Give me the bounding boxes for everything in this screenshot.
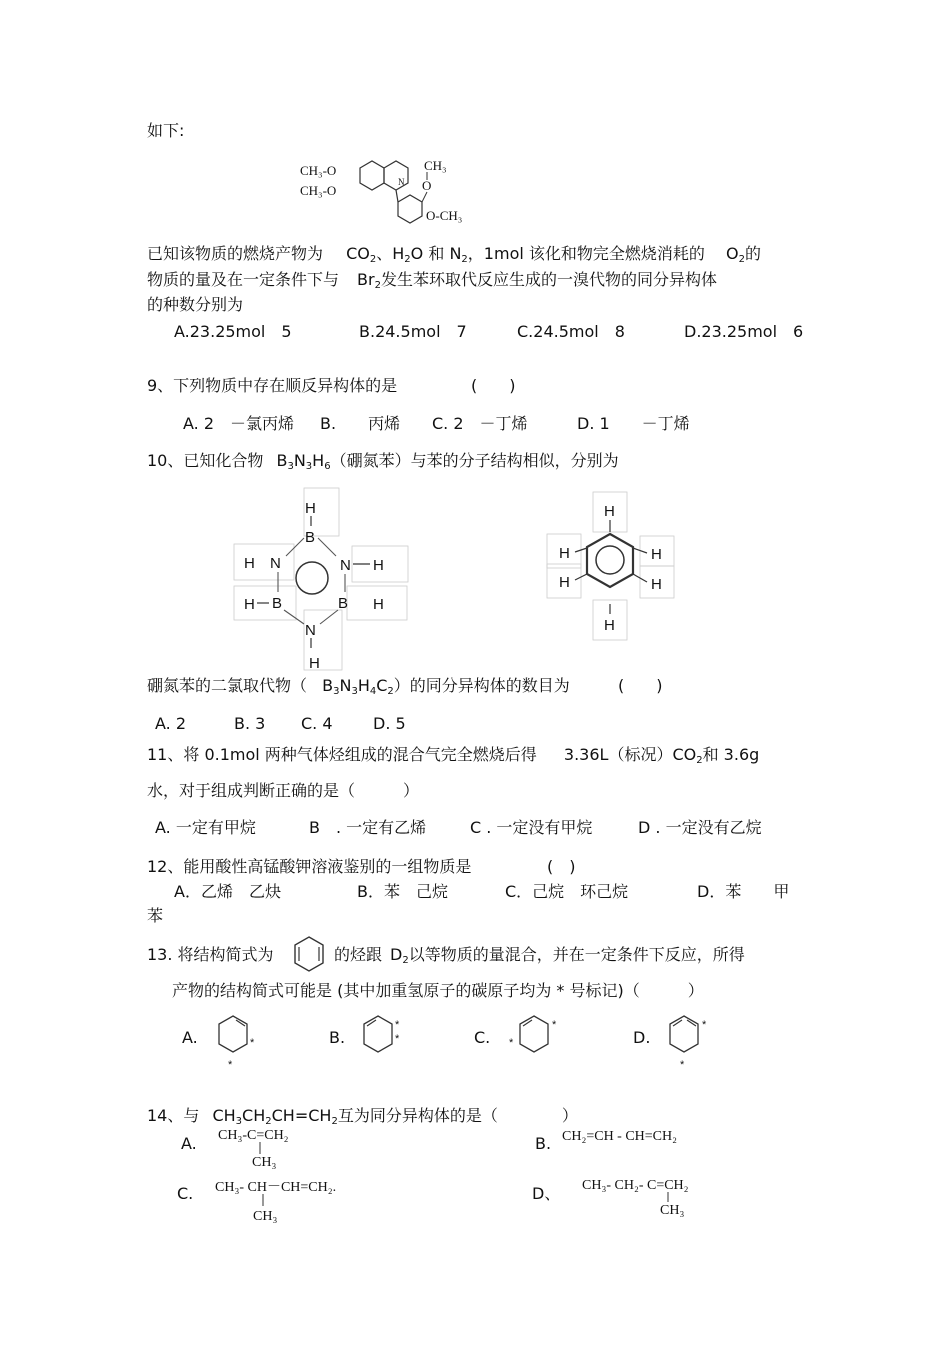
q10-question: 硼氮苯的二氯取代物（ $B_3N_3H_4C_2$）的同分异构体的数目为: [147, 676, 570, 697]
benzene-h-left-bottom: H: [559, 574, 570, 591]
mol-label-o: O: [422, 178, 432, 193]
q13-d-star2: *: [680, 1059, 685, 1071]
q10-option-c: C. 4: [301, 714, 333, 733]
q13-option-d-structure: [666, 1014, 716, 1070]
mol-label-och3: O-CH₃: [426, 208, 463, 223]
q13-c-star2: *: [509, 1037, 514, 1049]
borazine-b-left: B: [272, 595, 283, 612]
borazine-n-right: N: [340, 557, 351, 574]
q14-option-d-structure: [582, 1172, 712, 1222]
q12-option-d: D．苯 甲: [697, 882, 790, 901]
q13-option-a-structure: [215, 1014, 265, 1070]
q11-option-c: C . 一定没有甲烷: [470, 818, 593, 837]
q13-d-star1: *: [702, 1019, 707, 1031]
intro-text: 如下:: [147, 121, 185, 140]
q13-option-c-label: C.: [474, 1028, 491, 1047]
q10-stem: 10、已知化合物 $B_3N_3H_6$（硼氮苯）与苯的分子结构相似，分别为: [147, 451, 619, 472]
borazine-b-top: B: [305, 529, 316, 546]
q13-line2: 产物的结构简式可能是 (其中加重氢原子的碳原子均为 * 号标记)（ ）: [172, 981, 704, 1000]
borazine-n-left: N: [270, 555, 281, 572]
q8-option-d: D.23.25mol 6: [684, 322, 804, 341]
q8-option-b: B.24.5mol 7: [359, 322, 467, 341]
mol-label-n: N: [398, 177, 405, 187]
q13-option-b-label: B.: [329, 1028, 346, 1047]
q14-option-b-structure: [562, 1124, 702, 1148]
q10-paren: ( ): [618, 676, 663, 695]
q8-line3: 的种数分别为: [147, 295, 244, 314]
borazine-h-left-top: H: [244, 555, 255, 572]
q14-d-main: CH₃- CH₂- C=CH₂: [582, 1178, 689, 1193]
borazine-h-bottom: H: [309, 655, 320, 672]
q13-b-star1: *: [395, 1019, 400, 1031]
q9-option-d: D. 1 －丁烯: [577, 414, 690, 433]
borazine-h-right-bottom: H: [373, 596, 384, 613]
q13-c-star1: *: [552, 1019, 557, 1031]
q11-option-d: D . 一定没有乙烷: [638, 818, 762, 837]
q14-a-sub: CH₃: [252, 1155, 277, 1170]
molecule-structure: [298, 150, 498, 230]
borazine-structure: [232, 488, 412, 673]
benzene-structure: [545, 492, 685, 642]
q10-option-b: B. 3: [234, 714, 266, 733]
q12-option-a: A．乙烯 乙炔: [174, 882, 281, 901]
borazine-h-top: H: [305, 500, 316, 517]
q9-option-a: A. 2 －氯丙烯: [183, 414, 295, 433]
benzene-h-top: H: [604, 503, 615, 520]
q8-line1: 已知该物质的燃烧产物为 $CO_2$、$H_2O$ 和 $N_2$，1mol 该化和物完全燃烧消耗的 $O_2$的: [147, 244, 761, 265]
q14-stem: 14、与 $CH_3CH_2CH=CH_2$互为同分异构体的是（ ）: [147, 1106, 578, 1127]
mol-label-ome1: CH₃-O: [300, 163, 337, 178]
q14-c-main: CH₃- CH－CH=CH₂.: [215, 1180, 337, 1195]
q9-option-c: C. 2 －丁烯: [432, 414, 528, 433]
q14-option-a-label: A.: [181, 1134, 197, 1153]
q14-option-d-label: D、: [532, 1184, 561, 1203]
borazine-n-bottom: N: [305, 622, 316, 639]
q10-option-d: D. 5: [373, 714, 406, 733]
q11-option-a: A. 一定有甲烷: [155, 818, 256, 837]
q14-option-c-structure: [215, 1174, 360, 1226]
q9-option-b: B. 丙烯: [320, 414, 401, 433]
benzene-h-right-top: H: [651, 546, 662, 563]
q12-stem: 12、能用酸性高锰酸钾溶液鉴别的一组物质是: [147, 857, 472, 876]
q11-option-b: B . 一定有乙烯: [309, 818, 427, 837]
borazine-h-left-bottom: H: [244, 596, 255, 613]
q11-line2: 水，对于组成判断正确的是（ ）: [147, 781, 420, 800]
q12-paren: ( ): [547, 857, 576, 876]
q9-paren: ( ): [471, 376, 516, 395]
q13-a-star2: *: [228, 1059, 233, 1071]
q9-stem: 9、下列物质中存在顺反异构体的是: [147, 376, 398, 395]
q13-a-star1: *: [250, 1037, 255, 1049]
q13-option-b-structure: [360, 1014, 410, 1064]
q8-option-a: A.23.25mol 5: [174, 322, 292, 341]
q14-a-main: CH₃-C=CH₂: [218, 1128, 289, 1143]
q13-option-a-label: A.: [182, 1028, 198, 1047]
q13-cyclohexadiene: [292, 935, 326, 973]
q8-line2: 物质的量及在一定条件下与 $Br_2$发生苯环取代反应生成的一溴代物的同分异构体: [147, 270, 717, 291]
q14-b-main: CH₂=CH - CH=CH₂: [562, 1129, 678, 1144]
q12-option-c: C．己烷 环己烷: [505, 882, 629, 901]
borazine-b-right: B: [338, 595, 349, 612]
q12-option-b: B．苯 己烷: [357, 882, 448, 901]
benzene-h-right-bottom: H: [651, 576, 662, 593]
q8-option-c: C.24.5mol 8: [517, 322, 625, 341]
mol-label-ome2: CH₃-O: [300, 183, 337, 198]
benzene-h-bottom: H: [604, 617, 615, 634]
q14-d-sub: CH₃: [660, 1203, 685, 1218]
mol-label-ch3: CH₃: [424, 158, 447, 173]
q13-stem-b: 的烃跟 $D_2$以等物质的量混合，并在一定条件下反应，所得: [334, 945, 745, 966]
q13-option-d-label: D.: [633, 1028, 651, 1047]
q11-line1: 11、将 0.1mol 两种气体烃组成的混合气完全燃烧后得 3.36L（标况）$CO_2$和 3.6g: [147, 745, 760, 766]
q14-option-a-structure: [218, 1124, 318, 1172]
q13-b-star2: *: [395, 1033, 400, 1045]
q10-option-a: A. 2: [155, 714, 187, 733]
q14-c-sub: CH₃: [253, 1209, 278, 1224]
q13-stem-a: 13. 将结构简式为: [147, 945, 274, 964]
q12-option-d-wrap: 苯: [147, 906, 164, 925]
q13-option-c-structure: [508, 1014, 564, 1064]
benzene-h-left-top: H: [559, 545, 570, 562]
q14-option-c-label: C.: [177, 1184, 194, 1203]
q14-option-b-label: B.: [535, 1134, 552, 1153]
borazine-h-right-top: H: [373, 557, 384, 574]
